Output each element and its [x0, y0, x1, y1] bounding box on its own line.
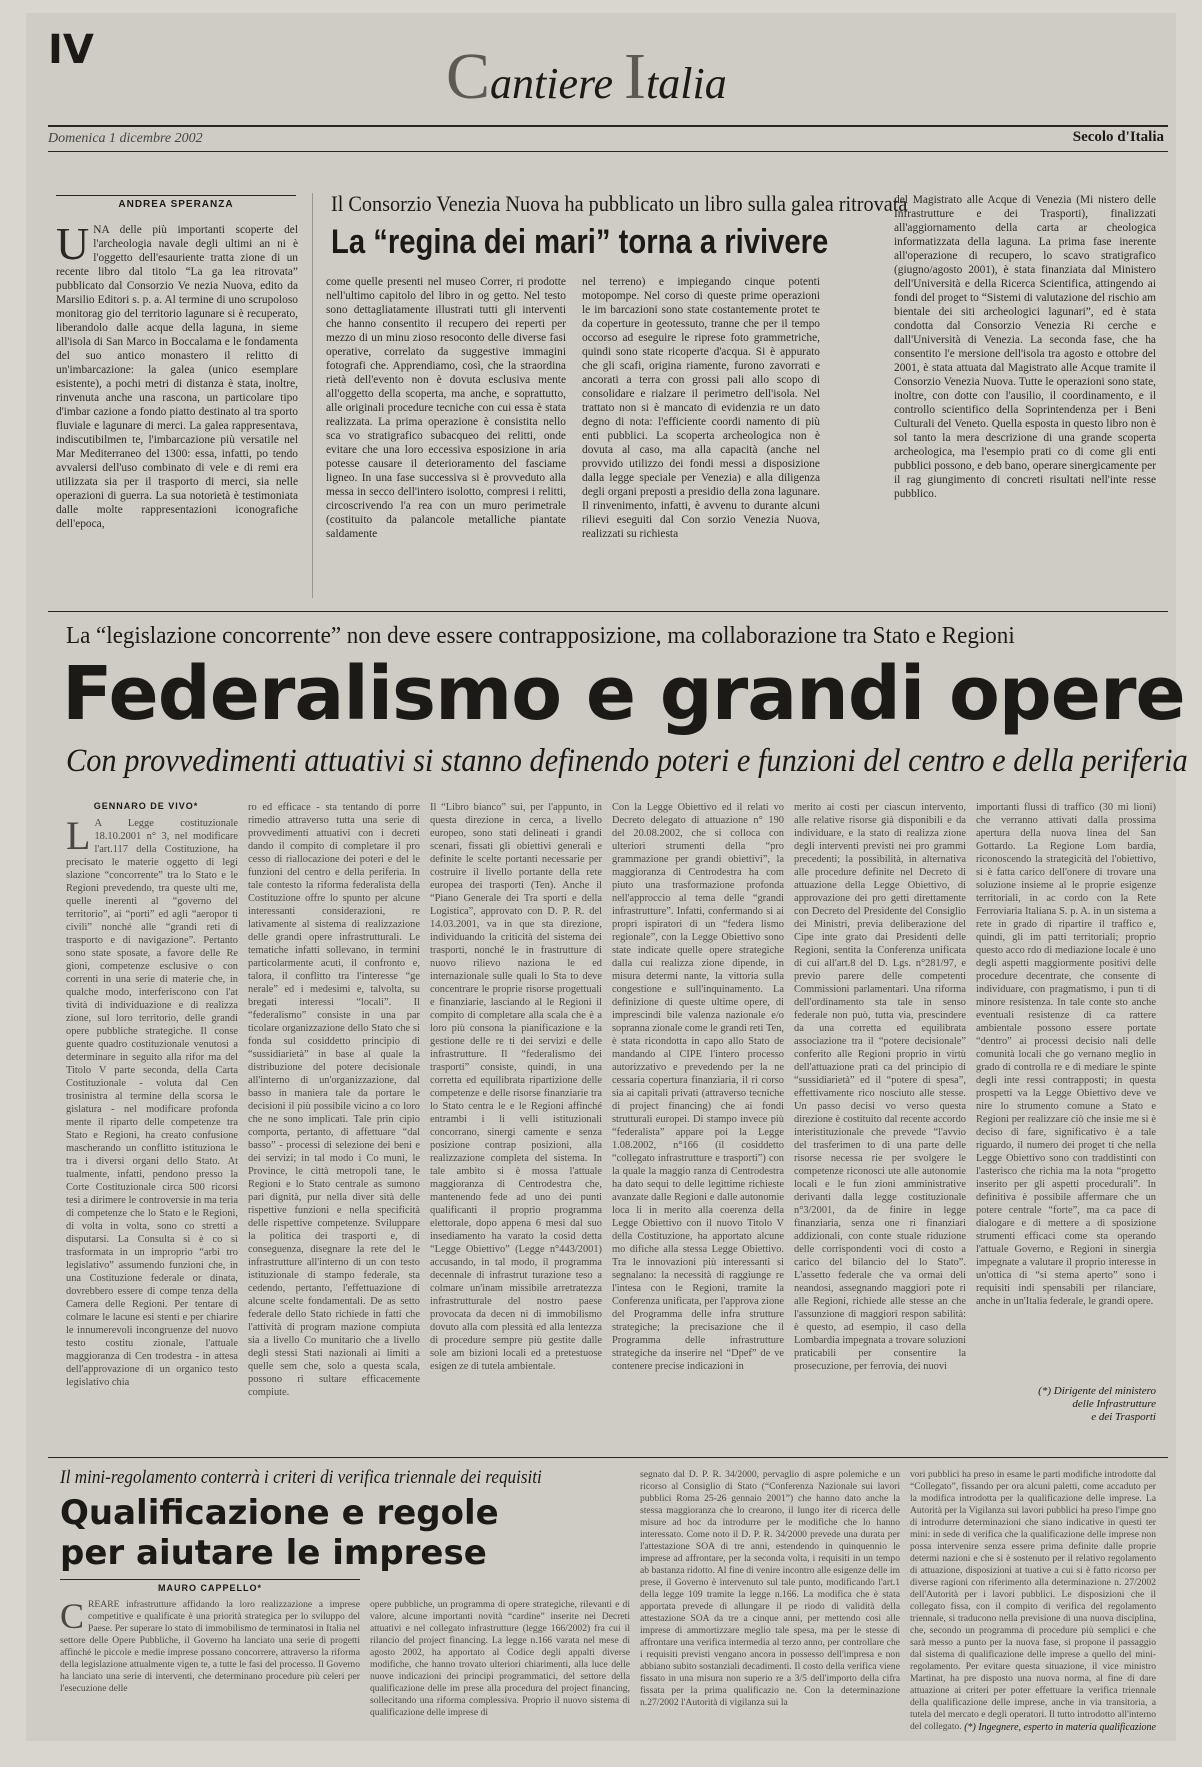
header-rule: [48, 125, 1168, 127]
article2-dropcap: L: [66, 813, 91, 858]
article3-byline: MAURO CAPPELLO*: [157, 1583, 262, 1593]
article2-column-4: Con la Legge Obiettivo ed il relati vo Decreto delegato di attuazione n° 190 del 20.08.2002, che si colloca con ulteriori strumenti della “pro grammazione per grandi obiettivi”, la maggioranza di Centrodestra ha com piuto una trasformazione profonda nell'approccio al tema delle “grandi infrastrutture”. Infatti, confermando si ai propri ispiratori di un “federa lismo regionale”, con la Legge Obiettivo sono state indicate quelle opere strategiche dalla cui realizza zione dipende, in misura determi nante, la vittoria sulla congestione e sull'inquinamento. La definizione di queste ultime opere, di imprescindi bile valenza nazionale e/o sopranna zionale come le grandi reti Ten, è stata ricondotta in capo allo Stato de mandando al CIPE l'intero processo autorizzativo e prevedendo per la ne cessaria copertura finanziaria, il ri corso sia ai capitali privati (attraverso tecniche di project financing) che ai fondi strutturali europei. Di stampo invece più “federalista” appare poi la Legge 1.08.2002, n°166 (il cosiddetto “collegato infrastrutture e trasporti”) con la quale la maggio ranza di Centrodestra ha dato sequi to delle legittime richieste avanzate dalle Regioni e dalle autonomie loca li in merito alla coerenza della Legge Obiettivo con il nuovo Titolo V della Costituzione, ha apportato alcune mo difiche alla stessa Legge Obiettivo. Tra le innovazioni più interessanti si segnalano: la necessità di raggiunge re l'intesa con le Regioni, tramite la Conferenza unificata, per l'approva zione del Programma delle infra strutture strategiche; la precisazione che il Programma delle infrastrutture strategiche da inserire nel “Dpef” de ve contenere precise indicazioni in: [612, 802, 784, 1372]
article1-column-1: [56, 218, 298, 598]
article1-byline: ANDREA SPERANZA: [118, 199, 234, 210]
article3-headline-line-1: Qualificazione e regole: [60, 1493, 499, 1533]
section-logo: [446, 39, 727, 115]
article2-column-5: merito ai costi per ciascun intervento, alle relative risorse già disponibili e da individuare, e la stato di realizza zione degli interventi previsti nei pro grammi precedenti; la possibilità, in alternativa alle procedure definite nel Decreto di attuazione della Legge Obiettivo, di approvazione dei pro getti direttamente con Decreto del Presidente del Consiglio dei Ministri, previa deliberazione del Cipe inte grato dai Presidenti delle Regioni, sentita la Conferenza unificata di cui all'art.8 del D. Lgs. n°281/97, e previo parere delle competenti Commissioni parlamentari. Una riforma dell'ordinamento sta tale in senso federale non può, tutta via, prescindere da una corretta ed equilibrata associazione tra il “potere decisionale” conferito alle Regioni proprio in virtù dell'attuazione prati ca del principio di “sussidiarietà” ed il “potere di spesa”, effettivamente rico nosciuto alle stesse. Un passo decisi vo verso questa direzione è costituito dal recente accordo interistituzionale che prevede “l'avvio del trasferimen to di una parte delle risorse necessa rie per svolgere le competenze riconosci ute alle autonomie locali e le fun zioni amministrative derivanti dalla legge costituzionale n°3/2001, da de finire in legge finanziaria, senza one ri finanziari addizionali, con conte stuale riduzione delle corrispondenti voci di costo a carico del bilancio del lo Stato”. L'assetto federale che va ormai deli neandosi, assegnando maggiori pote ri alle Regioni, richiede alle stesse an che l'assunzione di maggiori respon sabilità: è questo, ad esempio, il caso della Lombardia impegnata a trovare soluzioni praticabili per consentire la prosecuzione, per ferrovia, dei nuovi: [794, 802, 966, 1372]
article2-column-1: [66, 813, 238, 1443]
logo-rest-1: antiere: [490, 59, 625, 108]
byline-rule-3: [60, 1579, 360, 1580]
article3-headline: [60, 1493, 499, 1573]
article1-kicker: Il Consorzio Venezia Nuova ha pubblicato un libro sulla galea ritrovata: [331, 191, 908, 216]
article2-byline: GENNARO DE VIVO*: [93, 801, 199, 811]
article3-column-2: opere pubbliche, un programma di opere strategiche, rilevanti e di valore, alcune importanti novità “cardine” inserite nei Decreti attuativi e nel collegato infrastrutture (legge 166/2002) fra cui il rilancio del project financing. La legge n.166 varata nel mese di agosto 2002, ha apportato al Codice degli appalti diverse modifiche, che hanno trovato ulteriori chiarimenti, alla luce delle nuove indicazioni dei principi programmatici, del settore della qualificazione delle im prese alla procedura del project financing, sollecitando una riforma complessiva. Proprio il nuovo sistema di qualificazione delle imprese di: [370, 1599, 630, 1718]
article3-column-3: segnato dal D. P. R. 34/2000, pervaglio di aspre polemiche e un ricorso al Consiglio di Stato (“Conferenza Nazionale sui lavori pubblici Roma 25-26 gennaio 2001”) che hanno dato anche la stessa maggioranza che lo crearono, il lungo iter di ricerca delle misure ad hoc da introdurre per le modifiche che lo hanno interessato. Come noto il D. P. R. 34/2000 prevede una durata per l'attestazione SOA di tre anni, estendendo in quinquennio le imprese ad affrontare, per la seconda volta, i requisiti in un tempo ab bastanza ridotto. Al fine di venire incontro alle esigenze delle im prese, il Governo è intervenuto sul tale punto, modificando l'art.1 della legge 109 tramite la legge n.166. La modifica che è stata apportata prevede di allungare il pe riodo di validità della attestazione SOA da tre a cinque anni, per mettendo così alle imprese di ammortizzare meglio tale spesa, ma per le stesse di affrontare una verifica intermedia al terzo anno, per controllare che i requisiti previsti vengano ancora in possesso dell'impresa e non abbiano subito sostanziali decadimenti. Il costo della verifica viene fissato in una misura non superio re a 3/5 dell'importo della cifra fissata per la prima qualificazio ne. Con la determinazione n.27/2002 l'Autorità di vigilanza sui la: [640, 1469, 900, 1708]
logo-big-c: C: [446, 40, 491, 113]
newspaper-name: Secolo d'Italia: [1072, 129, 1164, 145]
article1-headline: La “regina dei mari” torna a rivivere: [331, 223, 829, 261]
article3-column-1: [60, 1596, 360, 1735]
section-rule-2: [48, 1457, 1168, 1458]
article2-column-3: Il “Libro bianco” sui, per l'appunto, in questa direzione in cerca, a livello europeo, sono stati delineati i grandi scenari, fissati gli obiettivi generali e definite le scelte portanti necessarie per costruire il livello portante della rete europea dei trasporti (Ten). Anche il “Piano Generale dei Tra sporti e della Logistica”, approvato con D. P. R. del 14.03.2001, va in que sta direzione, individuando la criticità del sistema dei trasporti, nonché le in frastrutture di nuovo rilievo naziona le ed internazionale sulle quali lo Sta to deve concentrare le proprie risorse progettuali e finanziarie, lasciando al le Regioni il compito di completare alla scala che è a loro più consona la pianificazione e la gestione delle re ti dei servizi e delle infrastrutture. Il “federalismo dei trasporti” consiste, quindi, in una corretta ed equilibrata ripartizione delle competenze e delle risorse finanziarie tra lo Stato centra le e le Regioni affinché entrambi i li velli istituzionali concorrano, sinergi camente e senza posizione contrap posizioni, alla realizzazione completa del sistema. In tale ambito si è mossa l'attuale maggioranza di Centrodestra che, mantenendo fede ad uno dei punti qualificanti il proprio programma elettorale, dopo appena 6 mesi dal suo insediamento ha varato la cosid detta “Legge Obiettivo” (Legge n°443/2001) accusando, in tal modo, il programma decennale di infrastrut turazione teso a colmare un'inam missibile arretratezza infrastrutturale del nostro paese provocata da decen ni di immobilismo dovuto alla com plessità ed alla lentezza di procedure sempre più gestite dalle sole am bizioni locali ed a pretestuose esigen ze di tutela ambientale.: [430, 802, 602, 1372]
article2-headline: Federalismo e grandi opere: [62, 651, 1185, 737]
page-number: IV: [48, 27, 94, 73]
article2-kicker: La “legislazione concorrente” non deve essere contrapposizione, ma collaborazione tra Stato e Regioni: [66, 623, 1015, 649]
article3-headline-line-2: per aiutare le imprese: [60, 1533, 487, 1573]
signature-line-3: e dei Trasporti: [1091, 1411, 1156, 1423]
section-rule-1: [48, 611, 1168, 612]
article2-signature: [976, 1385, 1156, 1424]
article3-col1-text: REARE infrastrutture affidando la loro realizzazione a imprese competitive e qualificate è una priorità strategica per lo sviluppo del Paese. Per superare lo stato di immobilismo de terminatosi in Italia nel settore delle Opere Pubbliche, il Governo ha lanciato una serie di progetti affinché le piccole e medie imprese possano concorrere, attraverso la riforma della legislazione attualmente vigen te, a tutte le fasi del processo. Il Governo ha lanciato una serie di interventi, che determinano procedure più celeri per l'esecuzione delle: [60, 1599, 360, 1694]
article3-dropcap: C: [60, 1596, 85, 1636]
article2-column-6: importanti flussi di traffico (30 mi lioni) che verranno attivati dalla prossima apertura della nuova linea del San Gottardo. La Regione Lom bardia, riconoscendo la strategicità del l'obiettivo, si è fatta carico dell'onere di trovare una soluzione insieme al le proprie esigenze territoriali, in ac cordo con la Rete Ferroviaria Italiana S. p. A. in un sistema a rete in grado di ripartire il traffico e, quindi, gli im patti territoriali; proprio questo acco rdo di mediazione locale è uno degli aspetti maggiormente positivi delle procedure decentrate, che consente di individuare, con pragmatismo, i pun ti di minore resistenza. In tale conte sto anche eventuali resistenze di ca rattere ambientale possono essere portate “dentro” ai processi decisio nali delle comunità locali che go vernano meglio in grado di controlla re e di mediare le spinte degli inte ressi contrapposti; in questa prospetti va la Legge Obiettivo deve ve nire lo strumento comune a Stato e Regioni per realizzare ciò che insie me si è deciso di fare, significativo è a tale riguardo, il numero dei proget ti che nella Legge Obiettivo sono con traddistinti con l'asterisco che richia ma la nota “progetto inserito per gli aspetti procedurali”. In definitiva è possibile affermare che un potere centrale “forte”, ma ca pace di dialogare e di mettere a di sposizione strumenti efficaci come sta operando l'attuale Governo, e Regioni in sinergia impegnate a valutare il proprio interesse in un'ottica di “si stema aperto” sono i requisiti indi spensabili per rilanciare, anche in un'Italia federale, le grandi opere.: [976, 802, 1156, 1307]
article3-signature: (*) Ingegnere, esperto in materia qualificazione: [964, 1722, 1156, 1733]
column-divider: [312, 193, 313, 598]
article1-dropcap: U: [56, 218, 90, 269]
article3-column-4: vori pubblici ha preso in esame le parti modifiche introdotte dal “Collegato”, fissando per ora alcuni paletti, come accaduto per la modifica introdotta per la qualificazione delle imprese. La Autorità per la Vigilanza sui lavori pubblici ha preso l'impe gno di introdurre determinazioni che siano indicative in questi ter mini: in sede di verifica che la qualificazione delle imprese non possa intervenire senza essere prima definite dalle proprie determi nazioni e che si è sostenuto per il relativo regolamento di attuazione, disposizioni at tuative a cui si è fatto ricorso per diverse ragioni con riferimento alla determinazione n. 27/2002 dell'Autorità per i lavori pubblici. Le disposizioni che il collegato fissa, con il compito di verifica del regolamento triennale, si traducono nella previsione di una nuova disciplina, che, secondo un programma di procedure più semplici e che sarà messo a punto per la nuova fase, si propone il passaggio dal sistema di qualificazione delle imprese a quello del mini-regolamento. Per evitare questa situazione, il vice ministro Martinat, ha pre disposto una nuova norma, al fine di dare attuazione ai criteri per poter effettuare la verifica triennale della qualificazione delle imprese, anche in via transitoria, a tutela del mercato e degli operatori. Il tutto introdotto all'interno del collegato.: [910, 1469, 1156, 1732]
article2-column-2: ro ed efficace - sta tentando di porre rimedio attraverso tutta una serie di provvedimenti attuativi con i decreti dando il compito di completare il pro cesso di riallocazione dei poteri e del le funzioni del centro e della periferia. In tale contesto la riforma federalista della Costituzione offre lo spunto per alcune interessanti considerazioni, re lativamente al sistema di realizzazione delle grandi opere infrastrutturali. Le tematiche infatti sollevano, in termini particolarmente acuti, il confronto e, talora, il conflitto tra l'interesse “ge nerale” ed i medesimi e, talvolta, su bregati interessi “locali”. Il “federalismo” consiste in una par ticolare organizzazione dello Stato che si fonda sul cosiddetto principio di “sussidiarietà” in base al quale la distribuzione del potere decisionale all'interno di un'organizzazione, dal basso in maniera tale da portare le decisioni il più possibile vicino a co loro che ne sono implicati. Tale prin cipio comporta, pertanto, di affettuare “dal basso” - processi di selezione dei beni e dei servizi; in tal modo i Co muni, le Province, le città metropoli tane, le Regioni e lo Stato centrale as sumono pari dignità, pur nella diver sità delle rispettive funzioni e nella specificità delle rispettive competenze. Sviluppare la politica dei trasporti e, di conseguenza, disegnare la rete del le infrastrutture all'interno di un con testo istituzionale di stampo federale, sta cedendo, pertanto, l'effettuazione di alcune scelte fondamentali. De as setto federale dello Stato richiede in fatti che l'attività di program mazione compiuta sia a livello Co munitario che a livello degli stessi Stati nazionali ai limiti a quelle sem che, solo a questa scala, possono ri sultare efficacemente compiute.: [248, 802, 420, 1398]
logo-big-i: I: [624, 40, 647, 113]
logo-rest-2: talia: [646, 59, 727, 108]
header-rule-bottom: [48, 151, 1168, 152]
signature-line-1: (*) Dirigente del ministero: [1038, 1385, 1156, 1397]
article1-col1-text: NA delle più importanti scoperte del l'archeologia navale degli ultimi an ni è l'oggetto dell'esauriente tratta zione di un recente libro dal titolo “La ga lea ritrovata” pubblicato dal Consorzio Ve nezia Nuova, edito da Marsilio Editori s. p. a. Al termine di uno scrupoloso monitorag gio del territorio lagunare si è recuperato, liberandolo dalle acque della laguna, in sieme all'isola di San Marco in Boccalama e le fondamenta del suo antico monastero il relitto di un'imbarcazione: la galea (unico esemplare esistente), a pochi metri di distanza è stata, inoltre, rinvenuta anche una rascona, un particolare tipo d'imbar cazione a fondo piatto destinato al tra sporto fluviale e lagunare di merci. La galea rappresentava, indiscutibilmen te, l'imbarcazione più versatile nel Mar Mediterraneo del 1300: essa, infatti, po tendo avvalersi dell'uso combinato di vele e di remi era utilizzata sia per il trasporto di merci, sia nelle operazioni di guerra. La sua notorietà è testimoniata dalle molte rappresentazioni iconografiche dell'epoca,: [56, 224, 298, 530]
article1-column-2: come quelle presenti nel museo Correr, ri prodotte nell'ultimo capitolo del libro in og getto. Nel testo sono dettagliatamente illustrati tutti gli interventi che hanno consentito il recupero dei reperti per mezzo di un minu zioso resoconto delle diverse fasi operative, correlato da suggestive immagini fotografi che. Apprendiamo, così, che la straordina rietà dell'evento non è dovuta esclusiva mente all'oggetto della scoperta, ma anche, e soprattutto, alle originali procedure tecniche con cui essa è stata realizzata. La prima operazione è consistita nello sca vo stratigrafico subacqueo dei relitti, onde evitare che una loro eccessiva esposizione in aria potesse causare il deterioramento del fasciame ligneo. In una fase successiva si è provveduto alla messa in secco dell'intero isolotto, compresi i relitti, circoscrivendo l'a rea con un muro perimetrale (costituito da palancole metalliche piantate saldamente: [326, 276, 566, 540]
signature-line-2: delle Infrastrutture: [1072, 1398, 1156, 1410]
article3-kicker: Il mini-regolamento conterrà i criteri di verifica triennale dei requisiti: [60, 1467, 542, 1488]
article2-subtitle: Con provvedimenti attuativi si stanno definendo poteri e funzioni del centro e della periferia: [66, 743, 1188, 779]
byline-rule: [56, 195, 296, 196]
article1-column-3: nel terreno) e impiegando cinque potenti motopompe. Nel corso di queste prime operazioni le im barcazioni sono state costantemente protet te da coperture in geotessuto, tranne che per il tempo occorso ad eseguire le riprese foto grammetriche, quindi sono state ricoperte d'acqua. Si è appurato che gli scafi, origina riamente, furono zavorrati e ancorati a terra con grossi pali allo scopo di consolidare e rialzare il perimetro dell'isola. Nel trattato non si è mancato di evidenzia re un dato degno di nota: l'efficiente coordi namento di più enti pubblici. La scoperta archeologica non è dovuta al caso, ma alla capacità (anche nel provvido utilizzo dei fondi messi a disposizione dalla legge speciale per Venezia) e alla diligenza degli organi preposti a presidio della zona lagunare. Il rinvenimento, infatti, è avvenu to durante alcuni rilievi eseguiti dal Con sorzio Venezia Nuova, realizzati su richiesta: [582, 276, 820, 540]
article2-col1-text: A Legge costituzionale 18.10.2001 n° 3, nel modificare l'art.117 della Costituzione, ha precisato le materie oggetto di legi slazione “concorrente” tra lo Stato e le Regioni prevedendo, tra queste ulti me, quelle inerenti al “governo del territorio”, ai “porti” ed agli “aeropor ti civili” nonché alle “grandi reti di trasporto e di navigazione”. Pertanto sono state sposate, a favore delle Re gioni, competenze esclusive o con correnti in una serie di materie che, in qualche modo, interferiscono con l'at tività di individuazione e di realizza zione, sul loro territorio, delle grandi opere pubbliche strategiche. Il conse guente quadro costituzionale venutosi a determinare in seguito alla rifor ma del Titolo V parte seconda, della Carta Costituzionale - voluta dal Cen trosinistra al termine della scorsa le gislatura - nel modificare profonda mente il riparto delle competenze tra Stato e Regioni, ha creato confusione mascherando un conflitto istituziona le tra i diversi organi dello Stato. At tualmente, infatti, pendono presso la Corte Costituzionale circa 500 ricorsi tesi a dirimere le controversie in ma teria di competenze che lo Stato e le Regioni, di volta in volta, sono co stretti a disputarsi. La Consulta si è co sì trasformata in un improprio “arbi tro legislativo” assumendo funzioni che, in una Costituzione federale or dinata, dovrebbero essere di compe tenza della Camera delle Regioni. Per tentare di colmare le lacune esi stenti e per chiarire le innumerevoli incongruenze del nuovo testo costitu zionale, l'attuale maggioranza di Cen trodestra - in attesa dell'approvazione di un organico testo legislativo chia: [66, 818, 238, 1388]
newspaper-page: [26, 13, 1188, 1741]
article1-column-4: del Magistrato alle Acque di Venezia (Mi nistero delle Infrastrutture e dei Trasporti), finalizzati all'aggiornamento della carta ar cheologica informatizzata della laguna. La prima fase inerente all'operazione di recupero, lo scavo stratigrafico (giugno/agosto 2001), è stata finanziata dal Ministero dell'Università e della Ricerca Scientifica, attingendo ai fondi del proget to “Sistemi di valutazione del rischio am bientale dei siti archeologici lagunari”, ed è stata condotta dal Consorzio Venezia Ri cerche e dall'Università di Venezia. La seconda fase, che ha consentito l'e mersione dell'isola tra agosto e ottobre del 2001, è stata attuata dal Magistrato alle Acque tramite il Consorzio Venezia Nuova. Tutte le operazioni sono state, inoltre, con dotte con l'ausilio, il coordinamento, e il controllo scientifico della Soprintendenza per i Beni Culturali del Veneto. Quella esposta in questo libro non è sol tanto la mera descrizione di una grande scoperta archeologica, ma l'esempio prati co di come gli enti pubblici possono, e deb bano, operare sinergicamente per il rag giungimento di concreti risultati nell'inte resse pubblico.: [894, 194, 1156, 500]
issue-date: Domenica 1 dicembre 2002: [48, 131, 203, 146]
